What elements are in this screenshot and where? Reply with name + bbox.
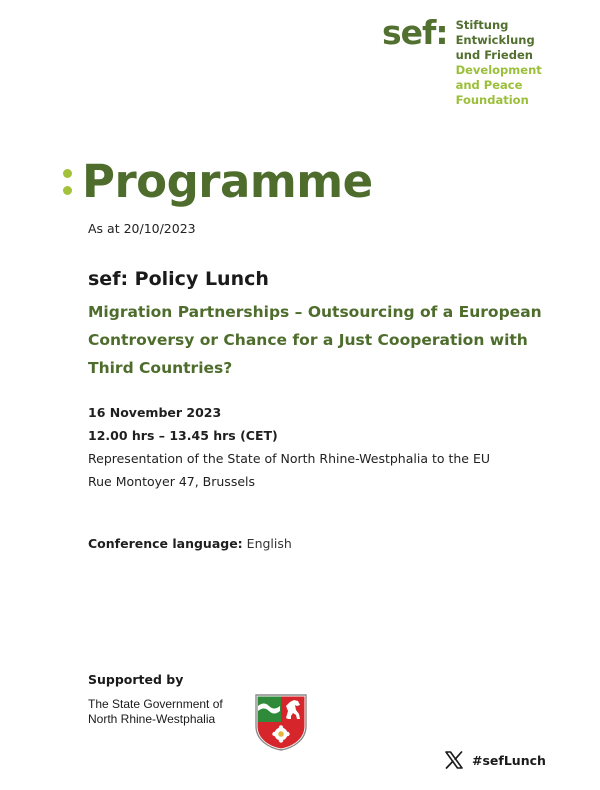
conference-language: [88, 536, 292, 551]
supporter-line: The State Government of: [88, 697, 223, 711]
event-date: 16 November 2023: [88, 405, 222, 420]
nrw-coat-of-arms-icon: [253, 692, 309, 752]
logo-line: Stiftung: [455, 18, 509, 32]
as-at-date: As at 20/10/2023: [88, 221, 196, 236]
supporter-name: [88, 697, 248, 727]
logo-text: [456, 18, 542, 108]
logo-line: Foundation: [455, 93, 529, 107]
logo-line: und Frieden: [455, 48, 533, 62]
supported-by-heading: Supported by: [88, 672, 184, 687]
logo-line: Development: [455, 63, 542, 77]
supporter-line: North Rhine-Westphalia: [88, 712, 216, 726]
page-title: Programme: [82, 155, 373, 208]
event-address: Rue Montoyer 47, Brussels: [88, 474, 256, 489]
hashtag-row: [444, 750, 546, 770]
language-value: English: [246, 536, 292, 551]
event-venue: Representation of the State of North Rhine-Westphalia to the EU: [88, 451, 491, 466]
event-details: [88, 401, 490, 493]
hashtag: #sefLunch: [472, 752, 546, 768]
sef-logo: [382, 13, 542, 108]
event-type: sef: Policy Lunch: [88, 268, 269, 290]
event-title: Migration Partnerships – Outsourcing of a European Controversy or Chance for a Just Cooperation with Third Countries?: [88, 303, 542, 377]
logo-line: and Peace: [455, 78, 523, 92]
language-label: Conference language:: [88, 536, 243, 551]
colon-dots-icon: [63, 165, 72, 199]
event-time: 12.00 hrs – 13.45 hrs (CET): [88, 428, 278, 443]
x-logo-icon: [444, 750, 464, 770]
logo-mark: sef:: [382, 13, 448, 52]
title-row: [63, 156, 373, 208]
logo-line: Entwicklung: [455, 33, 535, 47]
